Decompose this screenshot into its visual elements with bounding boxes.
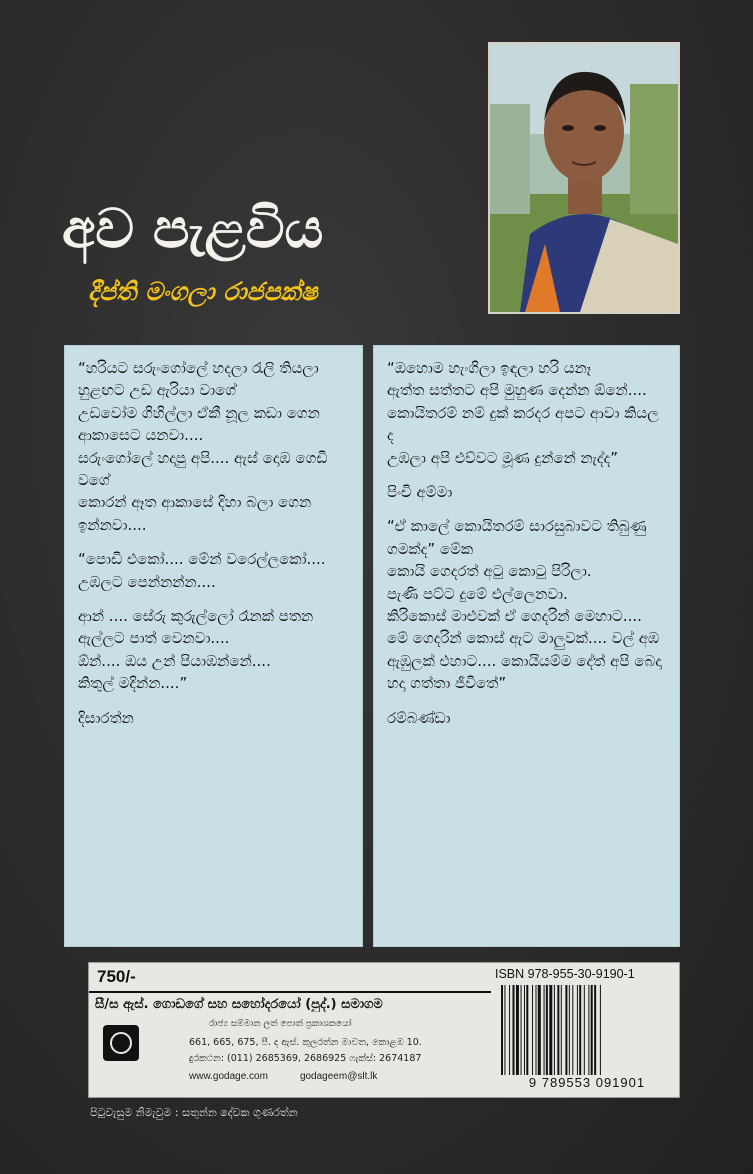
publisher-tagline: රාජ්‍ය සම්මාන ලත් පොත් ප්‍රකාශකයෝ (209, 1019, 352, 1029)
publisher-info-box (88, 962, 680, 1098)
publisher-address: 661, 665, 675, පී. ද ඇස්. කුලරත්න මාවත, කොළඹ 10. (189, 1037, 422, 1048)
left-verse-2: “පොඩි එකෝ.... මේන් වරෙල්ලකෝ.... උඹලට පෙන්නන්න.... (78, 550, 331, 591)
publisher-website: www.godage.com (189, 1071, 268, 1082)
cover-design-credit: පිටුවැසුම නිමැවුම : සතුන්න දේවක ගුණරත්න (90, 1106, 298, 1119)
divider-line (89, 991, 491, 993)
barcode-number: 9 789553 091901 (528, 1075, 646, 1090)
publisher-telephone: දුරකථන: (011) 2685369, 2686925 ෆැක්ස්: 2674187 (189, 1053, 422, 1064)
author-name: දීප්ති මංගලා රාජපක්ෂ (88, 277, 318, 306)
publisher-contact (189, 1071, 489, 1082)
right-excerpt-panel (373, 345, 680, 947)
left-signature: දිසාරත්න (78, 708, 134, 727)
book-title: අව පැළවිය (62, 196, 324, 260)
right-verse-2: “ඒ කාලේ කොයිතරම් සාරසුබාවට තිබුණු ගමක්ද” මේක කොයි ගෙදරත් අටු කොටු පිරිලා. පැණි පට්ට දුමේ එල්ලෙනවා. කිරිකොස් මාළුවක් ඒ ගෙදරින් මෙහාට.... මේ ගෙදරින් කොස් ඇට මාලුවක්.... වල් අඹ ඇඹුලක් එහාට.... කොයියම්ම දේත් අපි බෙදා හදා ගත්තා ජීවිතේ” (387, 517, 662, 693)
publisher-email: godageem@slt.lk (299, 1071, 378, 1082)
isbn-label: ISBN 978-955-30-9190-1 (495, 967, 635, 981)
author-portrait-image (490, 44, 678, 312)
publisher-name: සී/ස ඇස්. ගොඩගේ සහ සහෝදරයෝ (පුද්.) සමාගම (95, 997, 383, 1012)
author-photo (488, 42, 680, 314)
left-excerpt-panel (64, 345, 363, 947)
left-verse-3: ආන් .... සේරු කුරුල්ලෝ රෑනක් පතන ඇල්ලට පාත් වෙනවා.... ඕන්.... ඔය උන් පියාඹන්නේ.... කිතුල් මදින්න....” (78, 607, 314, 693)
right-signature: රම්බණ්ඩා (387, 708, 451, 727)
right-attribution: පිංචි අම්මා (387, 483, 453, 502)
barcode-image (499, 985, 675, 1075)
price-label: 750/- (97, 967, 136, 986)
publisher-logo-icon (103, 1025, 139, 1061)
right-verse-1: “ඔහොම හැංගිලා ඉඳලා හරි යනෑ ඇත්ත සත්තට අපි මුහුණ දෙන්න ඕනේ.... කොයිතරම් නම් දුක් කරදර අපට ආවා කියල ද උඹලා අපි එව්වට මූණ දුන්නේ නැද්ද” (387, 359, 659, 467)
left-verse-1: “හරියට සරුංගෝලේ හදලා රැලි තියලා හුළඟට උඩ ඇරියා වාගේ උඩවෝම ගිහිල්ලා ඒකී නූල කඩා ගෙන ආකාසෙට යනවා.... සරුංගෝලේ හදාපු අපි.... ඇස් දොඹ ගෙඩි වගේ කොරන් ඈත ආකාසේ දිහා බලා ගෙන ඉන්නවා.... (78, 359, 328, 534)
